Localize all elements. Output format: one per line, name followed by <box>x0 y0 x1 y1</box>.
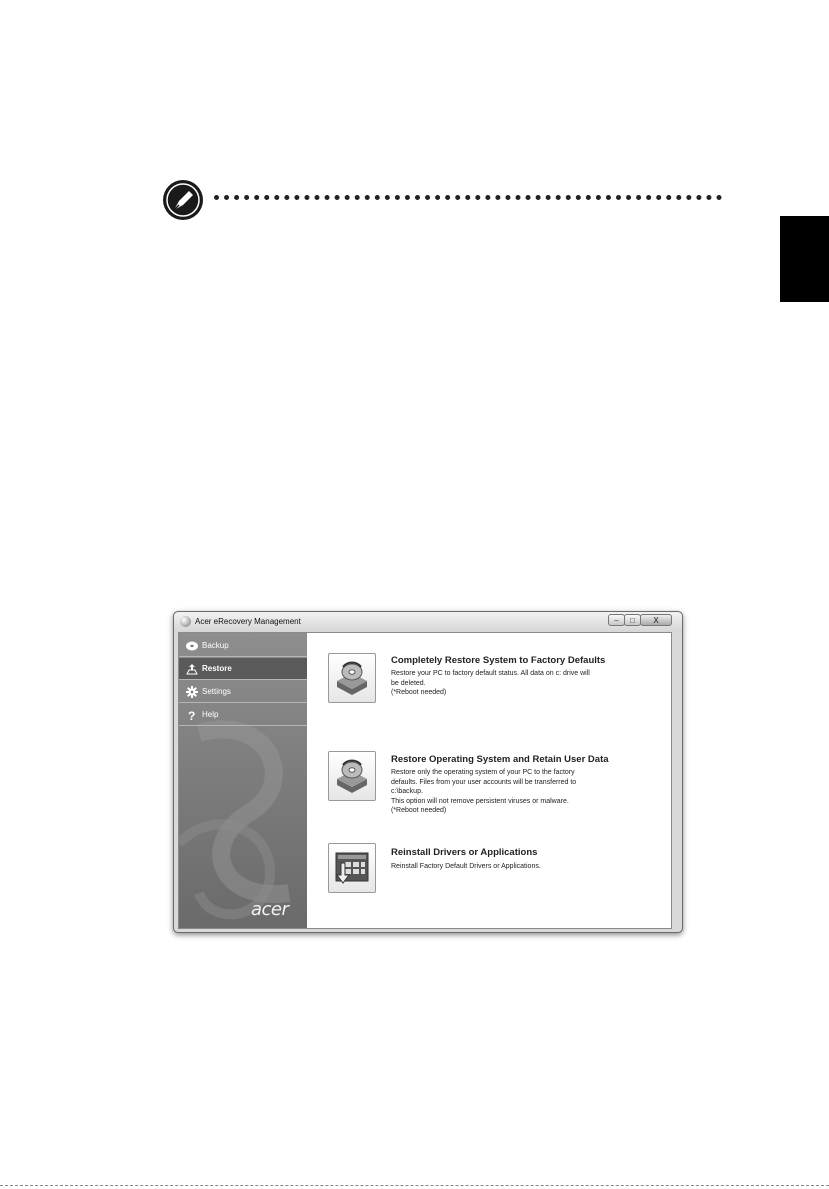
page-bottom-rule <box>0 1185 829 1186</box>
minimize-button[interactable]: – <box>608 614 625 626</box>
apps-install-icon[interactable] <box>328 843 376 893</box>
disk-restore-icon[interactable] <box>328 751 376 801</box>
option-description: Reinstall Factory Default Drivers or Applications. <box>391 863 541 870</box>
disk-restore-icon[interactable] <box>328 653 376 703</box>
close-button[interactable]: X <box>640 614 672 626</box>
option-title[interactable]: Restore Operating System and Retain User Data <box>391 754 609 765</box>
sidebar-item-label: Restore <box>202 664 232 673</box>
erecovery-window <box>173 611 683 933</box>
maximize-button[interactable]: □ <box>624 614 641 626</box>
disc-icon <box>186 640 198 652</box>
help-icon <box>186 709 198 721</box>
sidebar-swirl-decoration <box>179 693 307 928</box>
acer-logo: acer <box>251 899 289 920</box>
sidebar-item-label: Backup <box>202 641 229 650</box>
note-pen-icon <box>162 179 204 221</box>
sidebar-item-backup[interactable] <box>179 635 307 657</box>
window-client <box>178 632 672 929</box>
app-icon <box>180 616 191 627</box>
option-title[interactable]: Completely Restore System to Factory Defaults <box>391 655 606 666</box>
window-title: Acer eRecovery Management <box>195 617 301 626</box>
sidebar-item-settings[interactable] <box>179 681 307 703</box>
gear-icon <box>186 686 198 698</box>
sidebar-item-label: Settings <box>202 687 231 696</box>
sidebar <box>179 633 307 928</box>
sidebar-item-restore[interactable] <box>179 658 307 680</box>
chapter-tab <box>780 216 829 302</box>
option-description: Restore your PC to factory default status. All data on c: drive will be deleted. (*Reboot needed) <box>391 670 590 696</box>
option-title[interactable]: Reinstall Drivers or Applications <box>391 847 538 858</box>
title-bar[interactable] <box>174 612 682 632</box>
sidebar-item-label: Help <box>202 710 219 719</box>
restore-icon <box>186 663 198 675</box>
svg-text:?: ? <box>188 709 196 721</box>
main-panel <box>307 633 671 928</box>
sidebar-item-help[interactable] <box>179 704 307 726</box>
note-dotted-rule <box>214 195 722 200</box>
option-description: Restore only the operating system of your PC to the factory defaults. Files from your user accounts will be transferred to c:\backup. This option will not remove persistent viruses or malware. (*Reboot needed) <box>391 769 577 814</box>
